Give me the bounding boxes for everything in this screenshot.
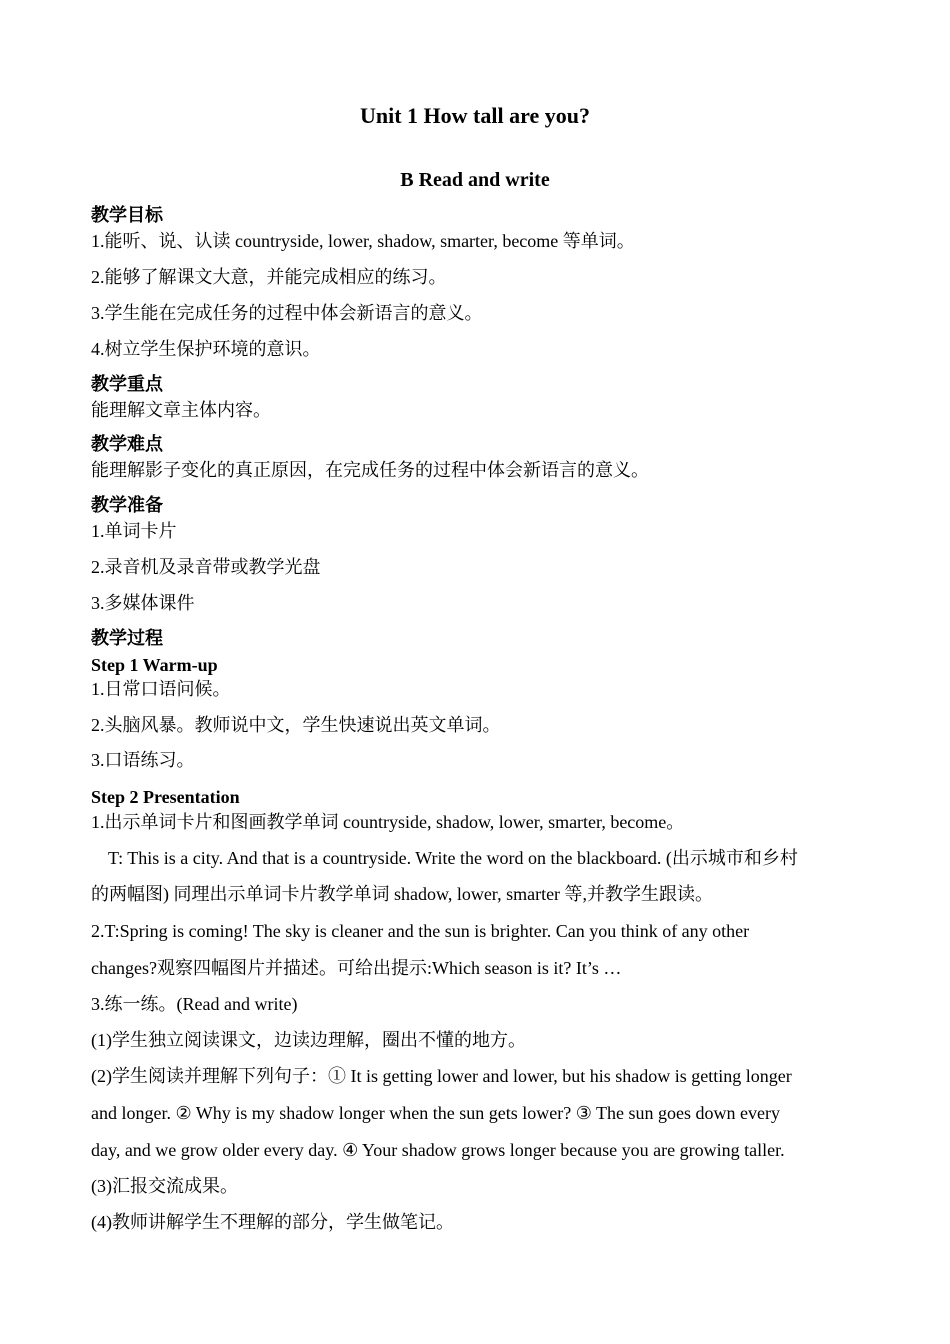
step2-line: (2)学生阅读并理解下列句子：① It is getting lower and lower, but his shadow is getting longer xyxy=(91,1066,792,1086)
step2-line: 2.T:Spring is coming! The sky is cleaner and the sun is brighter. Can you think of any other xyxy=(91,921,750,941)
step2-line: and longer. ② Why is my shadow longer when the sun gets lower? ③ The sun goes down every xyxy=(91,1103,780,1123)
step1-title: Step 1 Warm-up xyxy=(91,655,218,675)
step2-line: day, and we grow older every day. ④ Your shadow grows longer because you are growing taller. xyxy=(91,1140,785,1160)
objectives-heading: 教学目标 xyxy=(91,205,163,226)
step1-item: 1.日常口语问候。 xyxy=(91,679,231,699)
preparation-heading: 教学准备 xyxy=(91,495,163,516)
step2-line: T: This is a city. And that is a countryside. Write the word on the blackboard. (出示城市和乡村 xyxy=(108,848,798,868)
key-points-text: 能理解文章主体内容。 xyxy=(91,400,271,420)
objective-item: 1.能听、说、认读 countryside, lower, shadow, smarter, become 等单词。 xyxy=(91,231,635,251)
page-title: Unit 1 How tall are you? xyxy=(360,103,590,128)
process-heading: 教学过程 xyxy=(91,628,163,649)
step2-line: 的两幅图) 同理出示单词卡片教学单词 shadow, lower, smarter 等,并教学生跟读。 xyxy=(91,884,714,904)
page-subtitle: B Read and write xyxy=(400,169,550,191)
preparation-item: 1.单词卡片 xyxy=(91,521,177,541)
step2-line: changes?观察四幅图片并描述。可给出提示:Which season is it? It’s … xyxy=(91,958,622,978)
step2-title: Step 2 Presentation xyxy=(91,787,240,807)
step2-line: 1.出示单词卡片和图画教学单词 countryside, shadow, lower, smarter, become。 xyxy=(91,812,685,832)
objective-item: 4.树立学生保护环境的意识。 xyxy=(91,339,321,359)
objective-item: 3.学生能在完成任务的过程中体会新语言的意义。 xyxy=(91,303,483,323)
difficulties-text: 能理解影子变化的真正原因，在完成任务的过程中体会新语言的意义。 xyxy=(91,460,649,480)
key-points-heading: 教学重点 xyxy=(91,374,163,395)
step2-line: 3.练一练。(Read and write) xyxy=(91,994,298,1014)
preparation-item: 3.多媒体课件 xyxy=(91,593,195,613)
preparation-item: 2.录音机及录音带或教学光盘 xyxy=(91,557,321,577)
step2-line: (3)汇报交流成果。 xyxy=(91,1176,238,1196)
objective-item: 2.能够了解课文大意，并能完成相应的练习。 xyxy=(91,267,447,287)
difficulties-heading: 教学难点 xyxy=(91,434,163,455)
step1-item: 3.口语练习。 xyxy=(91,750,195,770)
step2-line: (4)教师讲解学生不理解的部分，学生做笔记。 xyxy=(91,1212,454,1232)
step2-line: (1)学生独立阅读课文，边读边理解，圈出不懂的地方。 xyxy=(91,1030,526,1050)
step1-item: 2.头脑风暴。教师说中文，学生快速说出英文单词。 xyxy=(91,715,501,735)
